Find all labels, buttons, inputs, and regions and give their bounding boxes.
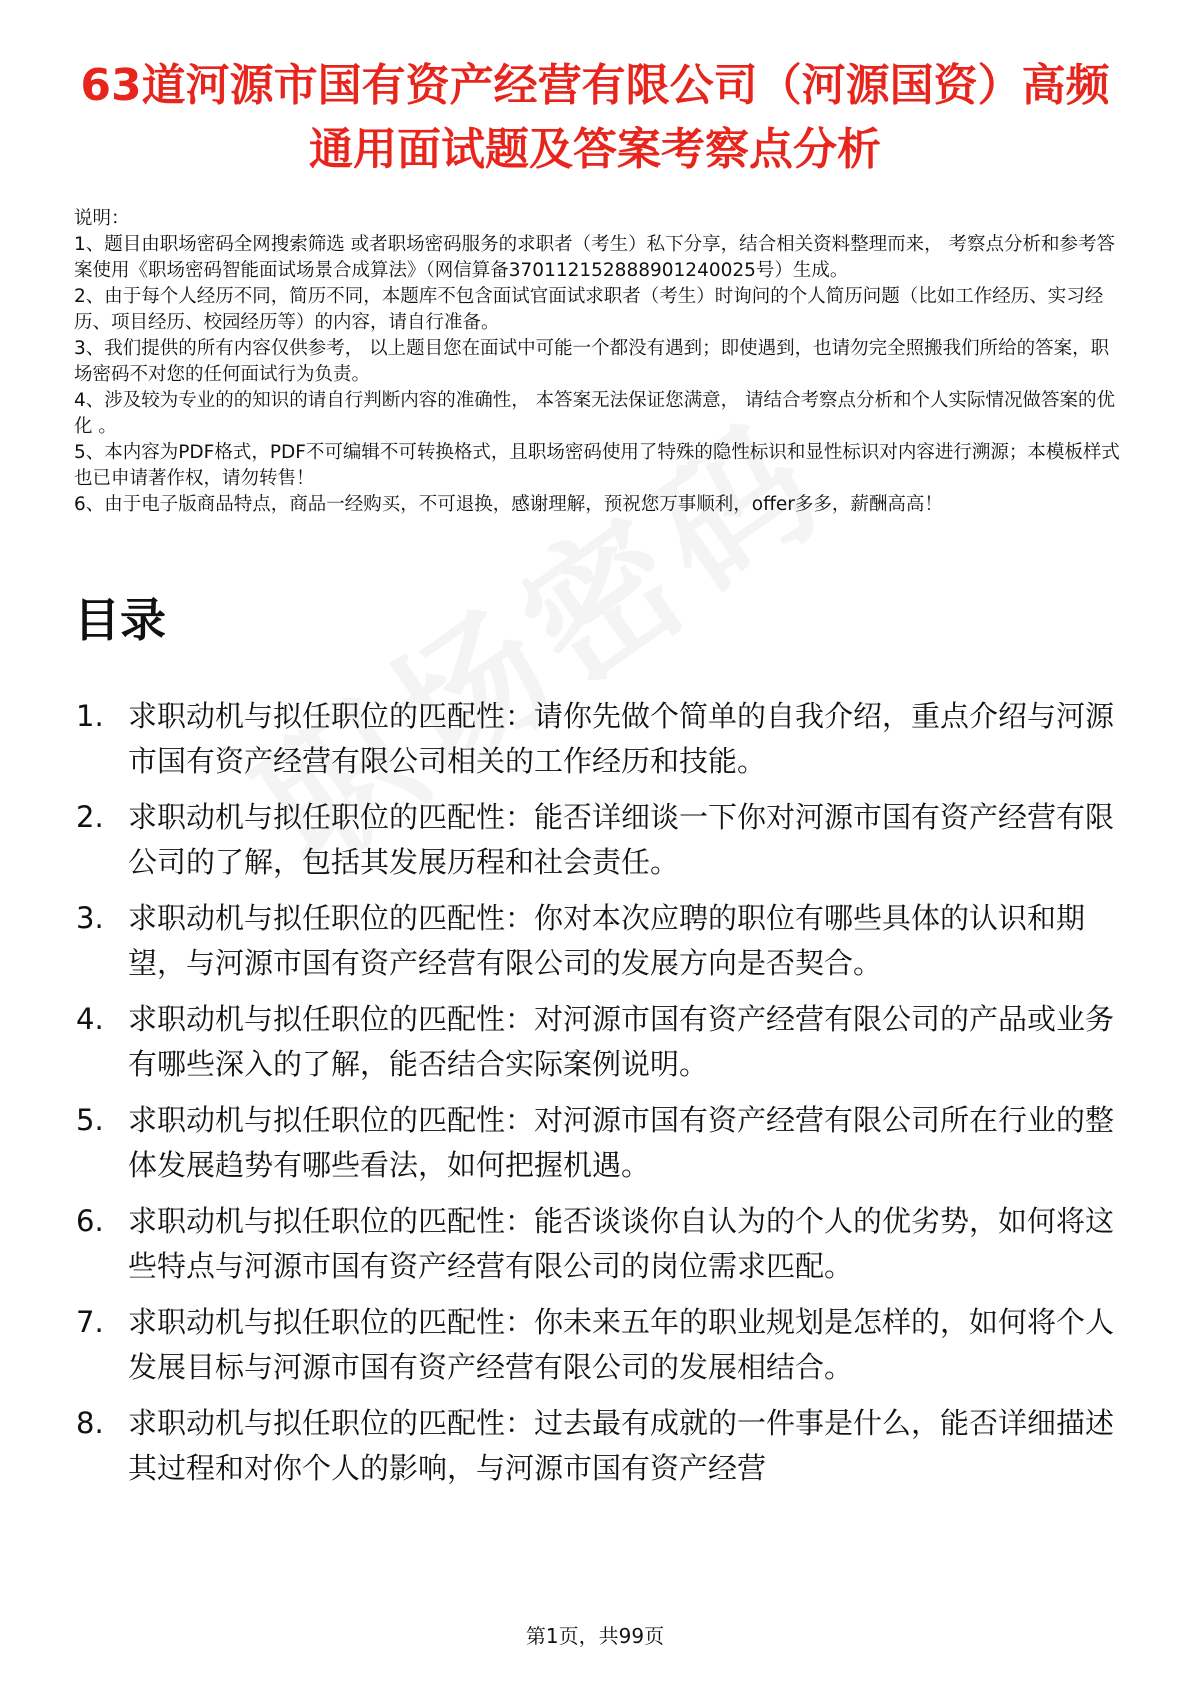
document-title: 63道河源市国有资产经营有限公司（河源国资）高频通用面试题及答案考察点分析	[80, 60, 1110, 175]
toc-item-text: 求职动机与拟任职位的匹配性：你对本次应聘的职位有哪些具体的认识和期望，与河源市国有资产经营有限公司的发展方向是否契合。	[128, 901, 1086, 980]
toc-item-1[interactable]	[74, 694, 1124, 784]
note-item: 1、题目由职场密码全网搜索筛选 或者职场密码服务的求职者（考生）私下分享，结合相关资料整理而来， 考察点分析和参考答案使用《职场密码智能面试场景合成算法》（网信算备370112152888901240025号）生成。	[74, 234, 1116, 281]
toc-item-number: 5.	[76, 1103, 104, 1137]
notes-heading: 说明：	[74, 208, 130, 229]
toc-item-text: 求职动机与拟任职位的匹配性：能否详细谈一下你对河源市国有资产经营有限公司的了解，包括其发展历程和社会责任。	[128, 800, 1115, 879]
toc-item-number: 2.	[76, 800, 104, 834]
toc-item-text: 求职动机与拟任职位的匹配性：对河源市国有资产经营有限公司的产品或业务有哪些深入的了解，能否结合实际案例说明。	[128, 1002, 1115, 1081]
toc-item-text: 求职动机与拟任职位的匹配性：能否谈谈你自认为的个人的优劣势，如何将这些特点与河源市国有资产经营有限公司的岗位需求匹配。	[128, 1204, 1115, 1283]
toc-item-4[interactable]	[74, 997, 1124, 1087]
toc-item-7[interactable]	[74, 1300, 1124, 1390]
notes-section	[74, 206, 1124, 518]
toc-item-number: 8.	[76, 1406, 104, 1440]
toc-item-text: 求职动机与拟任职位的匹配性：你未来五年的职业规划是怎样的，如何将个人发展目标与河源市国有资产经营有限公司的发展相结合。	[128, 1305, 1115, 1384]
toc-item-number: 4.	[76, 1002, 104, 1036]
note-item: 6、由于电子版商品特点，商品一经购买，不可退换，感谢理解，预祝您万事顺利，offer多多，薪酬高高！	[74, 494, 943, 515]
note-item: 3、我们提供的所有内容仅供参考， 以上题目您在面试中可能一个都没有遇到；即使遇到，也请勿完全照搬我们所给的答案，职场密码不对您的任何面试行为负责。	[74, 338, 1110, 385]
toc-heading: 目录	[74, 593, 166, 647]
toc-item-number: 1.	[76, 699, 104, 733]
toc-item-2[interactable]	[74, 795, 1124, 885]
toc-list	[74, 694, 1124, 1502]
toc-item-number: 7.	[76, 1305, 104, 1339]
page-number: 第1页，共99页	[525, 1624, 665, 1648]
note-item: 4、涉及较为专业的的知识的请自行判断内容的准确性， 本答案无法保证您满意， 请结合考察点分析和个人实际情况做答案的优化 。	[74, 390, 1116, 437]
toc-item-text: 求职动机与拟任职位的匹配性：对河源市国有资产经营有限公司所在行业的整体发展趋势有哪些看法，如何把握机遇。	[128, 1103, 1115, 1182]
toc-item-text: 求职动机与拟任职位的匹配性：过去最有成就的一件事是什么，能否详细描述其过程和对你个人的影响，与河源市国有资产经营	[128, 1406, 1115, 1485]
toc-item-text: 求职动机与拟任职位的匹配性：请你先做个简单的自我介绍，重点介绍与河源市国有资产经营有限公司相关的工作经历和技能。	[128, 699, 1115, 778]
toc-item-number: 6.	[76, 1204, 104, 1238]
toc-item-8[interactable]	[74, 1401, 1124, 1491]
toc-item-number: 3.	[76, 901, 104, 935]
toc-item-3[interactable]	[74, 896, 1124, 986]
note-item: 5、本内容为PDF格式，PDF不可编辑不可转换格式，且职场密码使用了特殊的隐性标识和显性标识对内容进行溯源；本模板样式也已申请著作权，请勿转售！	[74, 442, 1120, 489]
note-item: 2、由于每个人经历不同，简历不同，本题库不包含面试官面试求职者（考生）时询问的个人简历问题（比如工作经历、实习经历、项目经历、校园经历等）的内容，请自行准备。	[74, 286, 1104, 333]
toc-item-6[interactable]	[74, 1199, 1124, 1289]
toc-item-5[interactable]	[74, 1098, 1124, 1188]
